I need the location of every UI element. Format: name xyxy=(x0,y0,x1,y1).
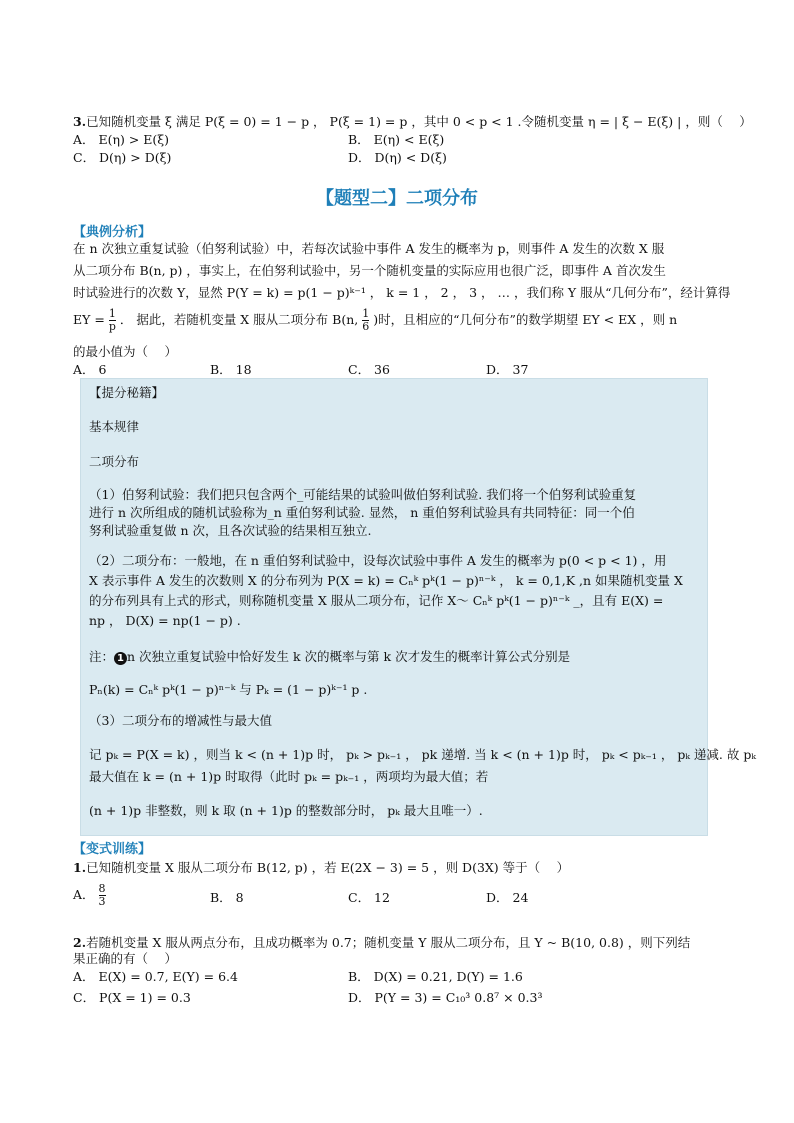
tips-note xyxy=(89,649,570,665)
example-option-b[interactable]: B． 18 xyxy=(210,362,252,377)
v1-stem-text: 已知随机变量 X 服从二项分布 B(12, p) ，若 E(2X − 3) = 5 ，则 D(3X) 等于（ ） xyxy=(86,860,570,875)
q3-stem xyxy=(73,114,752,130)
tips-p2-line-3: 的分布列具有上式的形式，则称随机变量 X 服从二项分布，记作 X～ Cₙᵏ pᵏ(1 − p)ⁿ⁻ᵏ _，且有 E(X) = xyxy=(89,593,664,608)
frac-den: p xyxy=(108,320,116,333)
example-line-4 xyxy=(73,305,677,335)
circled-one-icon: 1 xyxy=(114,652,127,665)
q3-stem-text: 已知随机变量 ξ 满足 P(ξ = 0) = 1 − p ， P(ξ = 1) = p ，其中 0 < p < 1 .令随机变量 η = | ξ − E(ξ) | ，则（ ） xyxy=(86,114,752,129)
example-tag: 【典例分析】 xyxy=(73,225,152,240)
example-line-3: 时试验进行的次数 Y，显然 P(Y = k) = p(1 − p)ᵏ⁻¹ ， k = 1 ， 2 ， 3 ， … ，我们称 Y 服从“几何分布”，经计算得 xyxy=(73,285,731,300)
frac-den-2: 6 xyxy=(362,320,370,333)
q3-number: 3. xyxy=(73,114,87,129)
v2-option-b[interactable]: B． D(X) = 0.21, D(Y) = 1.6 xyxy=(348,969,523,984)
frac-num-2: 1 xyxy=(362,307,370,320)
v2-option-a[interactable]: A． E(X) = 0.7, E(Y) = 6.4 xyxy=(73,969,238,984)
v2-option-c[interactable]: C． P(X = 1) = 0.3 xyxy=(73,990,191,1005)
tips-note-formula: Pₙ(k) = Cₙᵏ pᵏ(1 − p)ⁿ⁻ᵏ 与 Pₖ = (1 − p)ᵏ⁻¹ p . xyxy=(89,682,368,697)
v1-option-a[interactable] xyxy=(73,880,106,910)
example-line-2: 从二项分布 B(n, p) ，事实上，在伯努利试验中，另一个随机变量的实际应用也很广泛，即事件 A 首次发生 xyxy=(73,263,666,278)
frac-num: 1 xyxy=(108,307,116,320)
v2-stem-line-2: 果正确的有（ ） xyxy=(73,951,177,966)
tips-p3-line-1: 记 pₖ = P(X = k) ，则当 k < (n + 1)p 时， pₖ > pₖ₋₁ ， pk 递增. 当 k < (n + 1)p 时， pₖ < pₖ₋₁ ， pₖ 递减. 故 pₖ xyxy=(89,747,756,762)
tips-p2-line-1: （2）二项分布：一般地，在 n 重伯努利试验中，设每次试验中事件 A 发生的概率为 p(0 < p < 1) ，用 xyxy=(89,553,667,568)
tips-rule: 基本规律 xyxy=(89,419,140,434)
v1-frac-num: 8 xyxy=(98,882,106,895)
q3-option-d[interactable]: D． D(η) < D(ξ) xyxy=(348,150,447,165)
v1-option-a-label: A． xyxy=(73,887,95,902)
example-option-a[interactable]: A． 6 xyxy=(73,362,107,377)
q3-option-b[interactable]: B． E(η) < E(ξ) xyxy=(348,132,445,147)
v2-stem-text: 若随机变量 X 服从两点分布，且成功概率为 0.7；随机变量 Y 服从二项分布，且 Y ~ B(10, 0.8) ，则下列结 xyxy=(86,935,691,950)
example-option-c[interactable]: C． 36 xyxy=(348,362,390,377)
ey-label: EY = xyxy=(73,312,105,327)
fraction-8-over-3 xyxy=(99,883,106,908)
v2-option-d[interactable]: D． P(Y = 3) = C₁₀³ 0.8⁷ × 0.3³ xyxy=(348,990,543,1005)
example-option-d[interactable]: D． 37 xyxy=(486,362,529,377)
note-prefix: 注： xyxy=(89,649,115,664)
example-line-5: 的最小值为（ ） xyxy=(73,344,177,359)
q3-option-c[interactable]: C． D(η) > D(ξ) xyxy=(73,150,172,165)
section-title: 【题型二】二项分布 xyxy=(316,188,478,209)
v1-option-d[interactable]: D． 24 xyxy=(486,890,529,905)
tips-p3-line-3: (n + 1)p 非整数，则 k 取 (n + 1)p 的整数部分时， pₖ 最大且唯一）. xyxy=(89,803,483,818)
example-line-4-mid: ． 据此，若随机变量 X 服从二项分布 B(n, xyxy=(119,312,359,327)
v1-option-c[interactable]: C． 12 xyxy=(348,890,390,905)
note-text: n 次独立重复试验中恰好发生 k 次的概率与第 k 次才发生的概率计算公式分别是 xyxy=(127,649,571,664)
fraction-1-over-6 xyxy=(362,308,369,333)
variant-tag: 【变式训练】 xyxy=(73,842,152,857)
fraction-1-over-p xyxy=(109,308,116,333)
v2-stem-line-1 xyxy=(73,935,690,951)
tips-p2-line-4: np ， D(X) = np(1 − p) . xyxy=(89,613,241,628)
v1-frac-den: 3 xyxy=(98,895,106,908)
tips-topic: 二项分布 xyxy=(89,454,140,469)
v1-number: 1. xyxy=(73,860,87,875)
q3-option-a[interactable]: A． E(η) > E(ξ) xyxy=(73,132,170,147)
v1-stem xyxy=(73,860,569,876)
tips-header: 【提分秘籍】 xyxy=(89,385,165,400)
tips-p1-line-2: 进行 n 次所组成的随机试验称为_n 重伯努利试验. 显然， n 重伯努利试验具有共同特征：同一个伯 xyxy=(89,505,635,520)
tips-box xyxy=(80,378,756,836)
v2-number: 2. xyxy=(73,935,87,950)
tips-p3-heading: （3）二项分布的增减性与最大值 xyxy=(89,713,272,728)
example-line-4-end: )时，且相应的“几何分布”的数学期望 EY < EX ，则 n xyxy=(373,312,678,327)
v1-option-b[interactable]: B． 8 xyxy=(210,890,244,905)
tips-p1-line-3: 努利试验重复做 n 次，且各次试验的结果相互独立. xyxy=(89,523,372,538)
tips-p3-line-2: 最大值在 k = (n + 1)p 时取得（此时 pₖ = pₖ₋₁ ，两项均为最大值；若 xyxy=(89,769,489,784)
tips-p1-line-1: （1）伯努利试验：我们把只包含两个_可能结果的试验叫做伯努利试验. 我们将一个伯努利试验重复 xyxy=(89,487,637,502)
tips-p2-line-2: X 表示事件 A 发生的次数则 X 的分布列为 P(X = k) = Cₙᵏ pᵏ(1 − p)ⁿ⁻ᵏ ， k = 0,1,K ,n 如果随机变量 X xyxy=(89,573,683,588)
example-line-1: 在 n 次独立重复试验（伯努利试验）中，若每次试验中事件 A 发生的概率为 p，则事件 A 发生的次数 X 服 xyxy=(73,241,665,256)
